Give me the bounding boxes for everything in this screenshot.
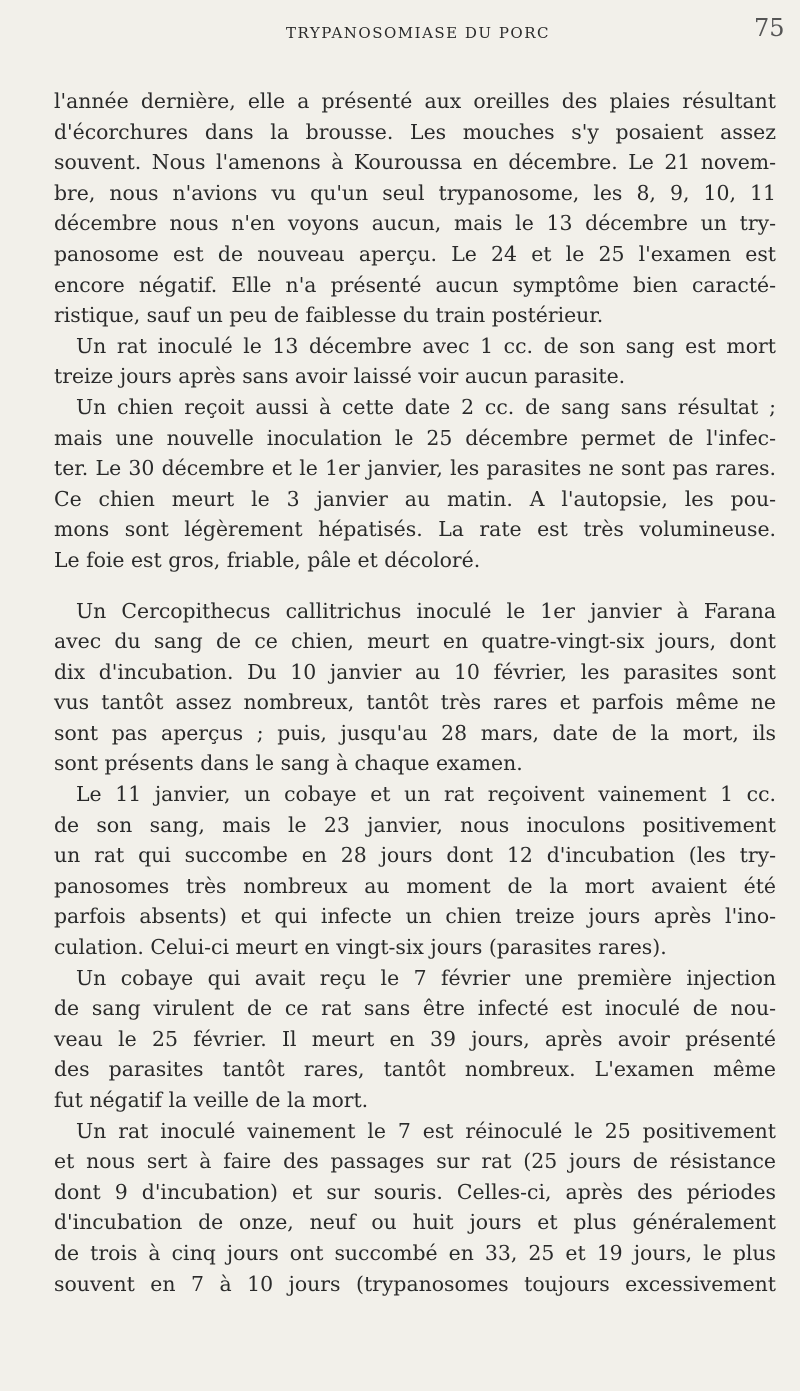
text-line: bre, nous n'avions vu qu'un seul trypanosome, les 8, 9, 10, 11 bbox=[54, 180, 776, 205]
text-line: décembre nous n'en voyons aucun, mais le 13 décembre un try- bbox=[54, 211, 776, 236]
text-line: encore négatif. Elle n'a présenté aucun symptôme bien caracté- bbox=[54, 272, 776, 297]
text-line: fut négatif la veille de la mort. bbox=[54, 1088, 369, 1112]
text-line: dont 9 d'incubation) et sur souris. Celles-ci, après des périodes bbox=[54, 1179, 776, 1204]
text-line: vus tantôt assez nombreux, tantôt très rares et parfois même ne bbox=[54, 690, 776, 715]
text-line: treize jours après sans avoir laissé voir aucun parasite. bbox=[54, 364, 626, 389]
paragraph bbox=[54, 596, 776, 780]
paragraph bbox=[54, 86, 776, 331]
text-line: Un rat inoculé vainement le 7 est réinoculé le 25 positivement bbox=[76, 1118, 776, 1143]
text-line: de son sang, mais le 23 janvier, nous inoculons positivement bbox=[54, 812, 776, 837]
text-line: mons sont légèrement hépatisés. La rate est très volumineuse. bbox=[54, 517, 776, 542]
running-title: TRYPANOSOMIASE DU PORC bbox=[286, 24, 550, 42]
text-line: sont pas aperçus ; puis, jusqu'au 28 mars, date de la mort, ils bbox=[54, 720, 776, 745]
text-line: avec du sang de ce chien, meurt en quatre-vingt-six jours, dont bbox=[54, 629, 776, 654]
text-line: Le 11 janvier, un cobaye et un rat reçoivent vainement 1 cc. bbox=[76, 782, 776, 807]
text-line: de sang virulent de ce rat sans être infecté est inoculé de nou- bbox=[54, 996, 776, 1021]
text-line: d'écorchures dans la brousse. Les mouches s'y posaient assez bbox=[54, 119, 776, 144]
text-line: ristique, sauf un peu de faiblesse du train postérieur. bbox=[54, 303, 604, 328]
text-line: souvent en 7 à 10 jours (trypanosomes toujours excessivement bbox=[54, 1271, 776, 1296]
text-line: ter. Le 30 décembre et le 1er janvier, les parasites ne sont pas rares. bbox=[54, 456, 776, 481]
page-header bbox=[0, 12, 800, 52]
paragraph bbox=[54, 392, 776, 576]
paragraph bbox=[54, 963, 776, 1116]
text-line: d'incubation de onze, neuf ou huit jours et plus généralement bbox=[54, 1210, 776, 1235]
text-line: mais une nouvelle inoculation le 25 décembre permet de l'infec- bbox=[54, 425, 776, 450]
text-line: Le foie est gros, friable, pâle et décoloré. bbox=[54, 547, 481, 572]
paragraph bbox=[54, 331, 776, 392]
text-line: sont présents dans le sang à chaque examen. bbox=[54, 751, 523, 776]
text-line: un rat qui succombe en 28 jours dont 12 d'incubation (les try- bbox=[54, 843, 776, 868]
text-line: dix d'incubation. Du 10 janvier au 10 février, les parasites sont bbox=[54, 659, 776, 684]
text-line: Un rat inoculé le 13 décembre avec 1 cc. de son sang est mort bbox=[76, 333, 776, 358]
text-line: Ce chien meurt le 3 janvier au matin. A l'autopsie, les pou- bbox=[54, 486, 776, 511]
text-line: Un Cercopithecus callitrichus inoculé le 1er janvier à Farana bbox=[76, 598, 776, 623]
paragraph bbox=[54, 1116, 776, 1300]
text-line: et nous sert à faire des passages sur rat (25 jours de résistance bbox=[54, 1149, 776, 1174]
text-line: des parasites tantôt rares, tantôt nombreux. L'examen même bbox=[54, 1057, 776, 1082]
text-line: de trois à cinq jours ont succombé en 33, 25 et 19 jours, le plus bbox=[54, 1240, 776, 1265]
text-line: souvent. Nous l'amenons à Kouroussa en décembre. Le 21 novem- bbox=[54, 150, 776, 175]
text-line: parfois absents) et qui infecte un chien treize jours après l'ino- bbox=[54, 904, 776, 929]
text-line: Un cobaye qui avait reçu le 7 février une première injection bbox=[76, 965, 776, 990]
text-line: panosome est de nouveau aperçu. Le 24 et le 25 l'examen est bbox=[54, 241, 776, 266]
text-line: l'année dernière, elle a présenté aux oreilles des plaies résultant bbox=[54, 89, 776, 113]
text-line: Un chien reçoit aussi à cette date 2 cc. de sang sans résultat ; bbox=[76, 394, 776, 419]
paragraph-gap bbox=[54, 576, 776, 596]
page-number: 75 bbox=[754, 14, 785, 42]
text-line: veau le 25 février. Il meurt en 39 jours, après avoir présenté bbox=[54, 1026, 776, 1051]
paragraph bbox=[54, 779, 776, 963]
text-line: culation. Celui-ci meurt en vingt-six jours (parasites rares). bbox=[54, 935, 667, 960]
text-line: panosomes très nombreux au moment de la mort avaient été bbox=[54, 873, 776, 898]
body-text bbox=[54, 86, 776, 1299]
